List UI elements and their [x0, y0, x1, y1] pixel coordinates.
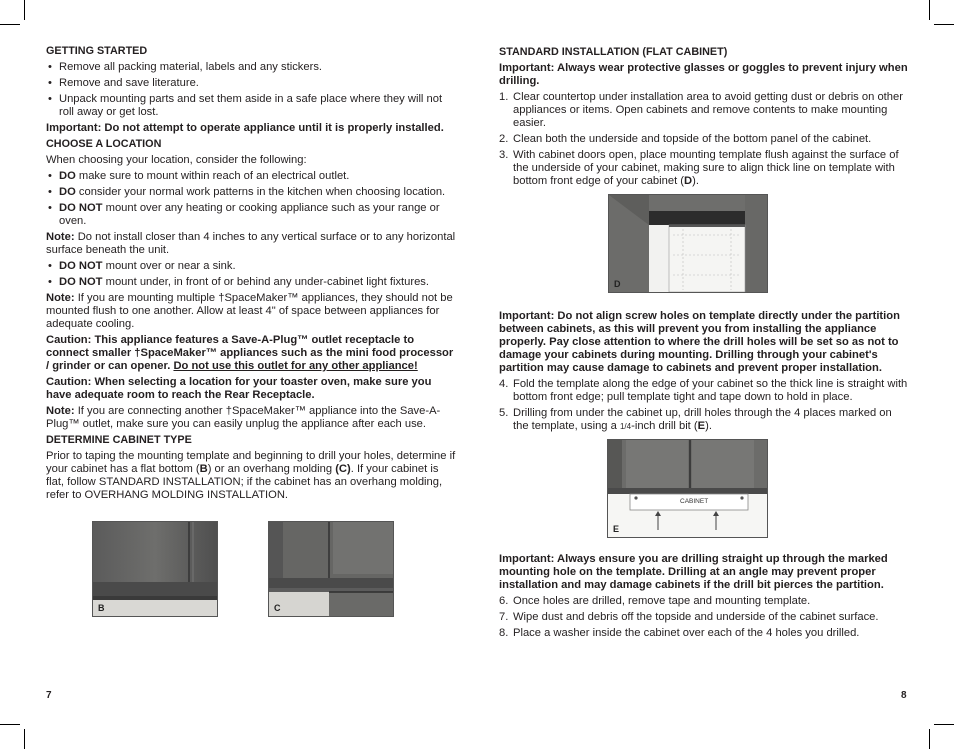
text-run: . If your cabinet is flat, follow STANDARD INSTALLATION; if the cabinet has an overhang molding, refer to OVERHANG MOLDING INSTALLATION. [46, 463, 443, 501]
step-number: 8. [499, 627, 509, 639]
figure-d-template-placement [608, 194, 768, 293]
note-text: Do not install closer than 4 inches to any vertical surface or to any horizontal surface beneath the unit. [46, 231, 456, 256]
caution-rear-receptacle: Caution: When selecting a location for your toaster oven, make sure you have adequate room to reach the Rear Receptacle. [46, 376, 432, 401]
list-item [499, 595, 909, 608]
list-item [46, 276, 456, 289]
do-label: DO [59, 186, 76, 198]
left-page-text [46, 45, 456, 505]
do-not-label: DO NOT [59, 260, 103, 272]
list-item [46, 260, 456, 273]
figure-label: D [614, 279, 621, 289]
choose-location-heading: CHOOSE A LOCATION [46, 138, 162, 150]
step-text: Clean both the underside and topside of the bottom panel of the cabinet. [513, 133, 872, 145]
getting-started-list [46, 61, 456, 119]
important-note: Important: Do not attempt to operate appliance until it is properly installed. [46, 122, 444, 134]
note-text: If you are mounting multiple †SpaceMaker™ appliances, they should not be mounted flush to one another. Allow at least 4" of space between appliances for adequate cooling. [46, 292, 453, 330]
note-clearance [46, 231, 456, 257]
choose-location-intro: When choosing your location, consider the following: [46, 154, 307, 166]
step-text-end: ). [705, 420, 712, 432]
figure-c-overhang-cabinet [268, 521, 394, 617]
list-item [499, 91, 909, 130]
list-item [499, 627, 909, 640]
step-text: Wipe dust and debris off the topside and underside of the cabinet surface. [513, 611, 879, 623]
crop-mark [929, 0, 930, 20]
list-item [499, 149, 909, 188]
list-item [499, 378, 909, 404]
list-item [46, 170, 456, 183]
text-run: Prior to taping the mounting template and beginning to drill your holes, determine if your cabinet has a flat bottom ( [46, 450, 456, 475]
note-multiple [46, 292, 456, 331]
crop-mark [24, 729, 25, 749]
figure-ref: (C) [335, 463, 351, 475]
step-number: 1. [499, 91, 509, 103]
important-drill-straight: Important: Always ensure you are drilling straight up through the marked mounting hole on the template. Drilling at an angle may prevent proper installation and may damage cabinets if the drill bit pierces the partition. [499, 553, 888, 591]
figure-ref: E [697, 420, 706, 432]
step-text: Drilling from under the cabinet up, drill holes through the 4 places marked on the template, using a [513, 407, 892, 432]
step-number: 6. [499, 595, 509, 607]
step-number: 7. [499, 611, 509, 623]
crop-mark [24, 0, 25, 20]
step-text: Fold the template along the edge of your cabinet so the thick line is straight with bottom front edge; pull template tight and tape down to hold in place. [513, 378, 908, 403]
note-label: Note: [46, 405, 75, 417]
crop-mark [929, 729, 930, 749]
step-text: Place a washer inside the cabinet over each of the 4 holes you drilled. [513, 627, 860, 639]
cabinet-type-heading: DETERMINE CABINET TYPE [46, 434, 192, 446]
do-not-text: mount over or near a sink. [102, 260, 236, 272]
list-item: • Remove all packing material, labels and any stickers. [46, 61, 456, 74]
step-text: -inch drill bit ( [631, 420, 698, 432]
crop-mark [0, 24, 20, 25]
crop-mark [934, 724, 954, 725]
right-page-text-bottom [499, 553, 909, 643]
do-not-text: mount under, in front of or behind any under-cabinet light fixtures. [102, 276, 430, 288]
list-item [499, 611, 909, 624]
steps-list-c [499, 595, 909, 640]
note-label: Note: [46, 231, 75, 243]
cabinet-type-text [46, 450, 456, 502]
drilling-illustration [608, 440, 767, 537]
do-text: consider your normal work patterns in the kitchen when choosing location. [75, 186, 446, 198]
list-item [46, 186, 456, 199]
step-number: 5. [499, 407, 509, 419]
location-do-not-list [46, 260, 456, 289]
crop-mark [0, 724, 20, 725]
do-not-label: DO NOT [59, 276, 103, 288]
figure-ref: D [684, 175, 693, 187]
figure-label: C [274, 603, 281, 613]
figure-ref: B [199, 463, 208, 475]
do-not-text: mount over any heating or cooking appliance such as your range or oven. [59, 202, 440, 227]
template-placement-illustration [609, 195, 767, 292]
list-item [46, 202, 456, 228]
list-item: • Remove and save literature. [46, 77, 456, 90]
note-label: Note: [46, 292, 75, 304]
caution-save-a-plug [46, 334, 456, 373]
standard-installation-heading: STANDARD INSTALLATION (FLAT CABINET) [499, 46, 728, 58]
location-do-list [46, 170, 456, 228]
page-number-left: 7 [46, 690, 52, 701]
drill-bit-fraction: 1/4 [619, 422, 632, 431]
getting-started-heading: GETTING STARTED [46, 45, 148, 57]
step-number: 2. [499, 133, 509, 145]
step-text: Clear countertop under installation area to avoid getting dust or debris on other appliances or items. Open cabinets and remove contents to make mounting easier. [513, 91, 903, 129]
right-page-text-middle [499, 310, 909, 436]
figure-b-flat-cabinet [92, 521, 218, 617]
do-not-label: DO NOT [59, 202, 103, 214]
note-connecting [46, 405, 456, 431]
step-text: Once holes are drilled, remove tape and mounting template. [513, 595, 811, 607]
list-item [499, 133, 909, 146]
text-run: ) or an overhang molding [207, 463, 336, 475]
figure-label: E [613, 524, 620, 534]
step-text: With cabinet doors open, place mounting template flush against the surface of the underside of your cabinet, making sure to align thick line on template with bottom front edge of your cabinet ( [513, 149, 899, 187]
crop-mark [934, 24, 954, 25]
steps-list-a [499, 91, 909, 188]
step-text-end: ). [692, 175, 699, 187]
list-item [499, 407, 909, 433]
caution-text: Caution: This appliance features a Save-A-Plug™ outlet receptacle to connect smaller †SpaceMaker™ appliances such as the mini food processor / grinder or can opener. [46, 334, 454, 372]
overhang-cabinet-illustration [269, 522, 393, 616]
steps-list-b [499, 378, 909, 433]
cabinet-label: CABINET [680, 498, 709, 505]
list-item: • Unpack mounting parts and set them aside in a safe place where they will not roll away or get lost. [46, 93, 456, 119]
page-number-right: 8 [901, 690, 907, 701]
important-partition: Important: Do not align screw holes on template directly under the partition between cabinets, as this will prevent you from installing the appliance properly. Pay close attention to where the drill holes will be set so as not to damage your cabinets during mounting. Drilling through your cabinet's partition may cause damage to cabinets and prevent proper installation. [499, 310, 900, 374]
note-text: If you are connecting another †SpaceMaker™ appliance into the Save-A-Plug™ outlet, make sure you can easily unplug the appliance after each use. [46, 405, 441, 430]
do-text: make sure to mount within reach of an electrical outlet. [75, 170, 350, 182]
figure-label: B [98, 603, 105, 613]
step-number: 4. [499, 378, 509, 390]
step-number: 3. [499, 149, 509, 161]
figure-e-drilling [607, 439, 768, 538]
right-page-text-top [499, 46, 909, 191]
do-label: DO [59, 170, 76, 182]
important-goggles: Important: Always wear protective glasses or goggles to prevent injury when drilling. [499, 62, 908, 87]
caution-underline: Do not use this outlet for any other appliance! [173, 360, 418, 372]
flat-cabinet-illustration [93, 522, 217, 616]
